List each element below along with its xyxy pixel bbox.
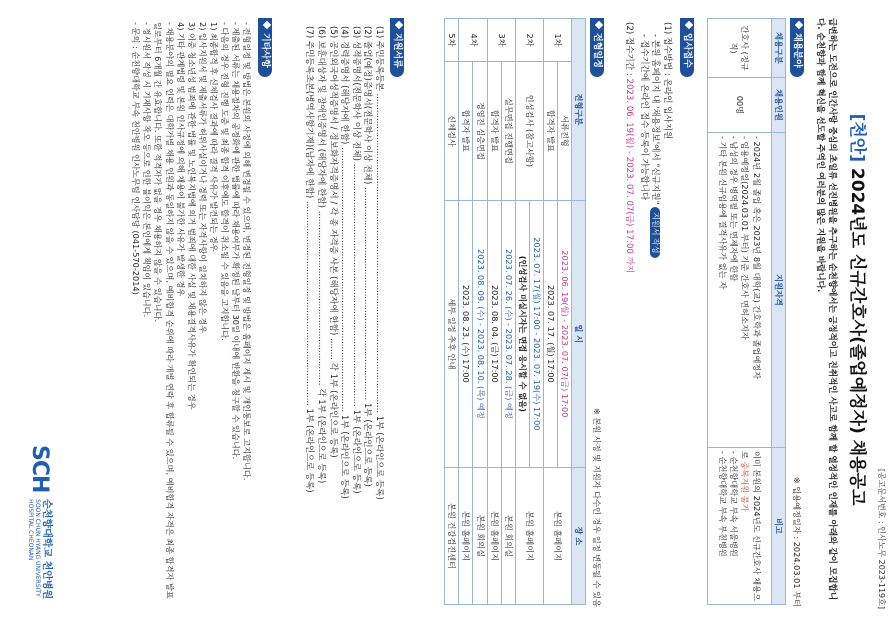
header-cell: 채용인원 (771, 78, 785, 133)
logo-text (27, 499, 52, 599)
section-header-apply: 입사접수 (680, 18, 694, 77)
headcount-cell: 00명 (707, 78, 771, 133)
name-cell: 실무면접 진행면접 (501, 62, 515, 201)
remarks-item: - 순천향대학교 부속 부천병원 (718, 451, 729, 557)
list-item: (7) 주민등록초본(병역사항기재)(남자에 한함) ........................................................................... 1부 (온라인으로 등록) (304, 26, 315, 493)
stage-cell: 2차 (515, 19, 543, 62)
table-row (487, 19, 501, 605)
stage-cell: 5차 (445, 19, 459, 62)
logo-english-line1: SOON CHUN HYANG UNIVERSITY (34, 499, 42, 597)
recruit-table (707, 18, 786, 605)
place-cell: 본원 홈페이지 (487, 468, 501, 605)
recruit-note: ※ 입용예정일자 : 2024.03.01 부터 (792, 476, 802, 607)
section-header-docs: 지원서류 (390, 18, 404, 77)
table-row (557, 19, 571, 605)
logo-english-line2: HOSPITAL CHEONAN (27, 499, 35, 561)
diamond-icon (595, 21, 603, 29)
docs-list (303, 26, 384, 604)
diamond-icon (795, 21, 803, 29)
place-cell: 본원 홈페이지 (515, 468, 543, 605)
name-cell: 합격자 발표 (487, 62, 501, 201)
list-item: (4) 경력증명서 (해당자에 한함) ................................................................................................. 1부 (온라인으로 등록) (339, 26, 350, 499)
schedule-table (444, 18, 586, 605)
apply-period: (2) 접수기간 : 2023. 06. 19(월) - 2023. 07. 07(금) 17:00 까지 (624, 22, 635, 274)
date-cell: 2023. 08. 09. (수) - 2023. 08. 10. (목) 예정 (473, 200, 487, 467)
list-item: (5) 공인외국어성적증명서 / 정보화자격증명서 / 각 종 자격증 사본 (해당자에 한함) ........ 각 1부 (온라인으로 등록) (327, 26, 338, 458)
diamond-icon (395, 21, 403, 29)
remarks-warning: 중복지원 불가 (740, 461, 751, 512)
title-tag: [천안] (847, 113, 867, 162)
list-item: (3) 성적증명서(전문학사 이상 전체) ......................................................................................... 1부 (온라인으로 등록) (350, 26, 361, 494)
header-cell: 전형구분 (571, 19, 585, 201)
name-cell: 인성검사 (참고사항) (515, 62, 543, 201)
header-cell: 지원자격 (771, 133, 785, 448)
name-cell: 서류전형 (557, 62, 571, 201)
date-note-cell: (인성검사 미실시자는 면접 응시할 수 없음) (515, 200, 529, 467)
date-cell: 세부 일정 추후 안내 (445, 200, 459, 467)
remarks-text: 이미 본원의 2024년도 신규간호사 채용으로 중복지원 불가 (740, 451, 762, 601)
title-main: 2024년도 신규간호사(졸업예정자) 채용공고 (847, 167, 867, 506)
apply-method-sub2: - 접수기간에 온라인 접수 등록이 가능합니다 (638, 34, 649, 201)
stage-cell: 4차 (459, 19, 487, 62)
section-header-recruit: 채용분야 (790, 18, 804, 77)
table-row (445, 19, 459, 605)
section-header-etc: 기타사항 (258, 18, 272, 77)
place-cell: 본원 회의실 (501, 468, 515, 605)
place-cell: 본원 홈페이지 (459, 468, 473, 605)
sch-logo-mark: SCH (27, 445, 52, 493)
page-title (845, 0, 868, 619)
list-item: - 문의 : 순천향대학교 부속 천안병원 인사노무팀 인사담당 (041-570-2014) (131, 22, 142, 295)
date-cell: 2023. 07. 17(월) 17:00 - 2023. 07. 19(수) 17:00 (529, 200, 543, 467)
header-cell: 채용구분 (771, 19, 785, 78)
list-item: 1) 최종합격 후 신체검사 결과에 따라 결격 사유가 발견되는 경우 (208, 22, 219, 252)
place-cell: 본원 회의실 (473, 468, 487, 605)
place-cell: 본원 홈페이지 (543, 468, 571, 605)
table-row (459, 19, 473, 605)
apply-period-dates: 2023. 06. 19(월) - 2023. 07. 07(금) 17:00 까지 (624, 78, 635, 274)
list-item: (1) 주민등록등본 ..................................................................................................................... 1부 (온라인으로 등록) (374, 26, 384, 500)
diamond-icon (263, 21, 271, 29)
apply-block (623, 22, 672, 602)
stage-cell: 1차 (543, 19, 571, 62)
diamond-icon (685, 21, 693, 29)
list-item: - 제출된 서류는 채용절차의 공정화에 관한 법률에 따라 채용여부가 확정된 날부터 30일 이내에 반환을 청구할 수 있습니다. (230, 22, 241, 460)
table-row (707, 19, 771, 605)
qualification-item: - 임용예정일(2024.03.01 부터) 기준 간호사 면허소지자 (740, 136, 751, 340)
announcement-number: [공고문서번호 : 인사노무 2023-119호] (877, 468, 886, 609)
date-cell: 2023. 08. 23. (수) 17:00 (459, 200, 473, 467)
name-cell: 합격자 발표 (543, 62, 557, 201)
list-item: - 다음의 경우 전형 진행 도중 및 최종 합격 이후에도 합격이 취소될 수 있음을 고지합니다. (219, 22, 230, 341)
header-cell: 장 소 (571, 468, 585, 605)
table-header-row (571, 19, 585, 605)
header-cell: 비고 (771, 448, 785, 605)
category-cell: 간호사 (정규직) (707, 19, 771, 78)
date-cell: 2023. 08. 04. (금) 17:00 (487, 200, 501, 467)
list-item: (2) 졸업(예정)증명서(전문학사 이상 전체) .............................................................................. 1부 (온라인으로 등록) (362, 26, 373, 487)
table-row (529, 19, 543, 605)
date-cell: 2023. 07. 17. (월) 17:00 (543, 200, 557, 467)
name-cell: 신체검사 (445, 62, 459, 201)
section-header-schedule: 전형일정 (590, 18, 604, 77)
qualification-item: - 남성의 경우 병역필 또는 면제자에 한함 (729, 136, 740, 282)
apply-badge: 지원서 작성 (650, 207, 661, 258)
apply-method-sub: - 본원 홈페이지 내 '채용정보'에서 "신규지원" 지원서 작성 (649, 22, 661, 602)
header-cell: 일 시 (571, 200, 585, 467)
date-cell: 2023. 07. 26. (수) - 2023. 07. 28. (금) 예정 (501, 200, 515, 467)
list-item: 4) 기타 관계법령 및 본원 인사규정에 의해 채용이 불가한 사유가 발생한 경우 (175, 22, 186, 297)
table-row (501, 19, 515, 605)
qualification-item: - 기타 본원 신규임용에 결격사유가 없는 자 (718, 136, 729, 290)
intro-paragraph: 급변하는 도전으로 인간사랑 중심의 초일류 선진병원을 추구하는 순천향에서는 긍정적이고 진취적인 사고로 함께 할 열정적인 인재를 아래와 같이 모집합니다. 순천향과 함께 혁신을 선도할 주역인 여러분의 많은 지원을 바랍니다. (814, 18, 837, 601)
remarks-cell (707, 448, 771, 605)
name-cell: 합격자 발표 (459, 62, 473, 201)
list-item: - 정시원서 작성 시 기재사항 착오 등으로 인한 불이익은 본인에게 책임이 있습니다. (142, 22, 153, 318)
list-item: - 채용분야의 필요 인력은 대학가별 채용 인원과 동일하지 않을 수 있으며, 예비합격 순위에 따라 개별 연락 후 합류될 수 있으며, 예비합격 자격은 최종 합격자 발표일로부터 6개월 간 유효합니다. 또한 적격자가 없을 경우 채용하지 않을 수 있습니다. (153, 22, 175, 599)
stage-cell: 3차 (487, 19, 515, 62)
name-cell: 경영진 심층면접 (473, 62, 487, 201)
schedule-note: ※ 본원 사정 및 지원자 다수인 경우 일정 변동될 수 있음 (592, 408, 602, 607)
list-item: 2) 입사지원서 및 제출서류가 허위사실이거나 경력 또는 자격사항이 일치하지 않은 경우 (197, 22, 208, 334)
date-cell: 2023. 06. 19(월) - 2023. 07. 07(금) 17:00 (557, 200, 571, 467)
logo-korean: 순천향대학교 천안병원 (40, 499, 52, 600)
remarks-item: - 순천향대학교 부속 서울병원 (729, 451, 740, 557)
table-header-row (771, 19, 785, 605)
qualification-item: - 2024년 2월 졸업 혹은 2023년 8월 대학(교) 간호학과 졸업예정자 (751, 136, 762, 380)
place-cell: 본원 건강검진센터 (445, 468, 459, 605)
apply-method: (1) 접수방법 : 온라인 입사지원 (662, 22, 672, 140)
hospital-logo (24, 445, 54, 599)
list-item: (6) 보훈대상자 및 장애인증명서 (해당자에 한함) ................................................................ 각 1부 (온라인으로 등록) (316, 26, 327, 484)
table-row (473, 19, 487, 605)
list-item: - 전형일정 및 방법은 본원의 사정에 의해 변경될 수 있으며, 변경된 전형일정 및 방법은 홈페이지 게시 및 개인통보로 고지합니다. (242, 22, 252, 481)
list-item: 3) 이중 청소년성 범죄에 관한 법률 및 노인복지법에 의거 범죄에 대한 사실 및 채용결격사유가 확인되는 경우 (186, 22, 197, 410)
qualifications-cell (707, 133, 771, 448)
etc-list (130, 22, 252, 604)
